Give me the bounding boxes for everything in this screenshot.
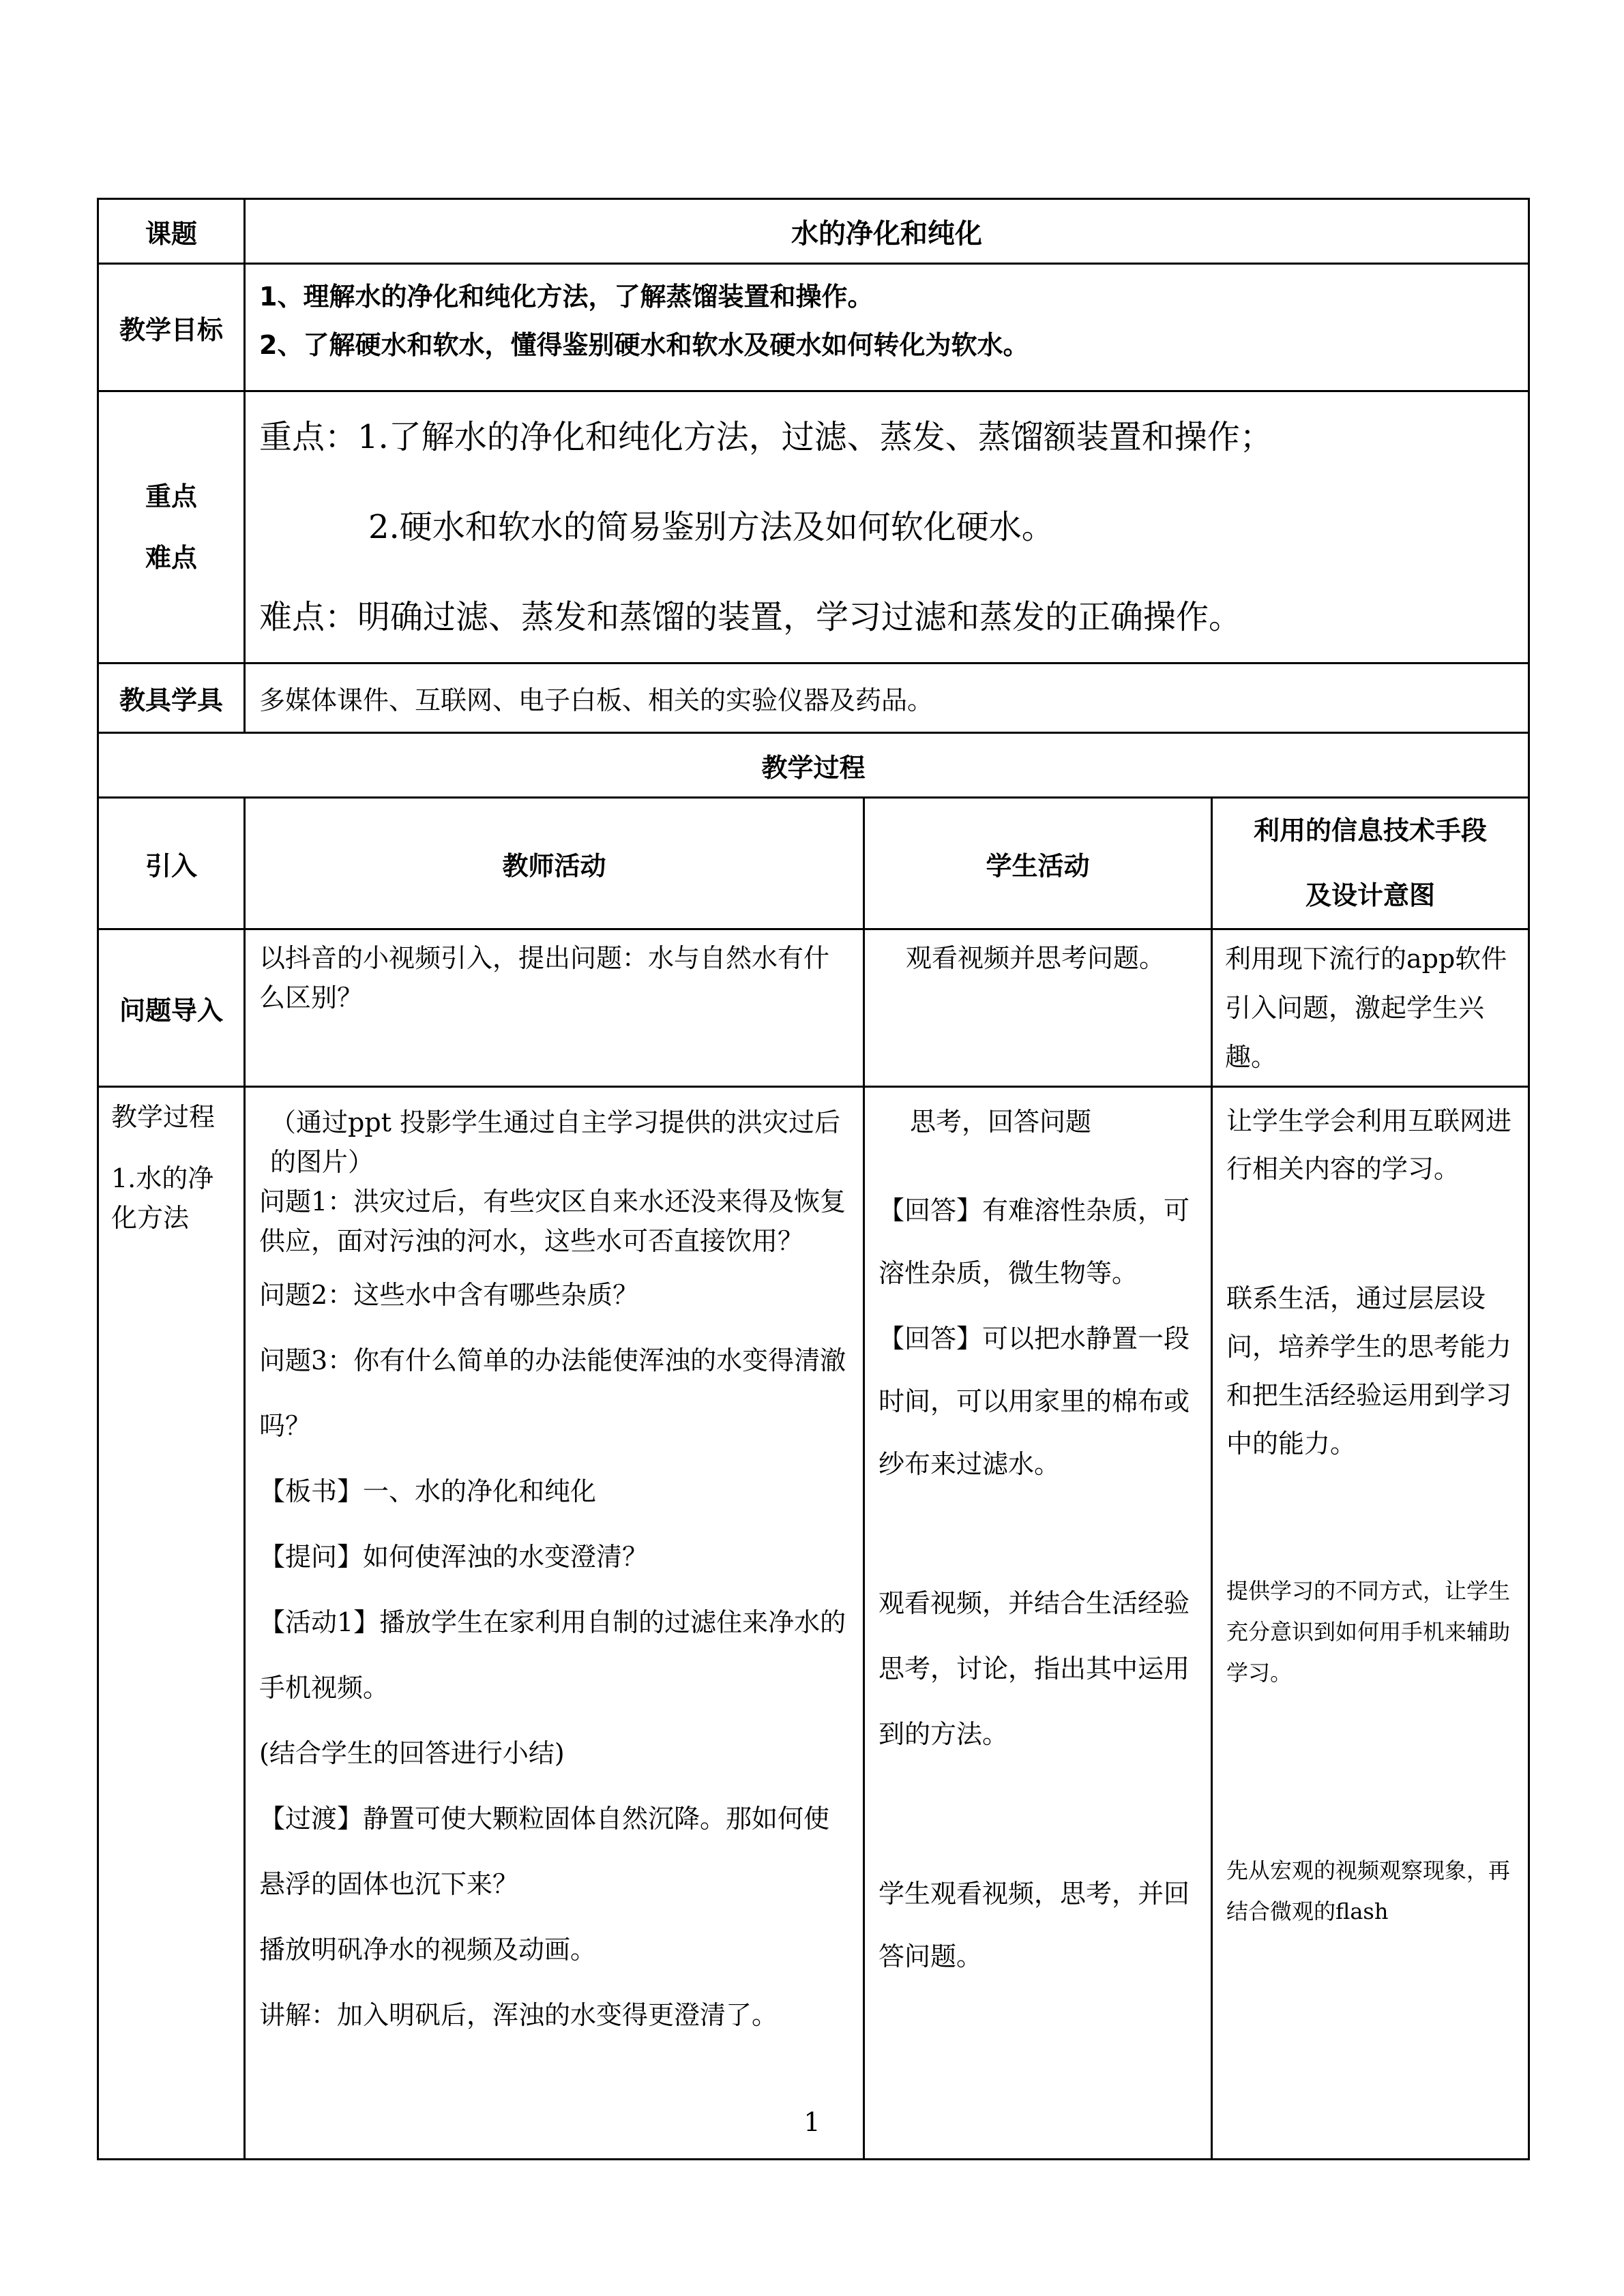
student-line-3: 【回答】可以把水静置一段时间，可以用家里的棉布或纱布来过滤水。 [879, 1324, 1190, 1479]
intro-row [98, 929, 1529, 1087]
teacher-line-11: 讲解：加入明矾后，浑浊的水变得更澄清了。 [259, 2000, 778, 2030]
teacher-line-5: 【板书】一、水的净化和纯化 [259, 1476, 597, 1506]
tools-row [98, 664, 1529, 733]
student-spacer-1 [879, 1146, 1197, 1179]
col-intro: 引入 [98, 798, 245, 929]
key-label: 重点 [145, 481, 197, 511]
lesson-plan-table [97, 198, 1530, 2160]
tools-label: 教具学具 [98, 664, 245, 733]
key-points-label [98, 391, 245, 664]
student-line-2: 【回答】有难溶性杂质，可溶性杂质，微生物等。 [879, 1195, 1190, 1288]
col-teacher: 教师活动 [245, 798, 864, 929]
topic-title: 水的净化和纯化 [245, 199, 1529, 264]
col-student: 学生活动 [864, 798, 1212, 929]
page-number: 1 [803, 2107, 821, 2137]
objective-1: 1、理解水的净化和纯化方法，了解蒸馏装置和操作。 [259, 282, 874, 312]
teacher-line-2: 问题1：洪灾过后，有些灾区自来水还没来得及恢复供应，面对污浊的河水，这些水可否直接饮用？ [259, 1187, 846, 1256]
student-line-4: 观看视频，并结合生活经验思考，讨论，指出其中运用到的方法。 [879, 1588, 1190, 1749]
teacher-line-9: 【过渡】静置可使大颗粒固体自然沉降。那如何使悬浮的固体也沉下来？ [259, 1804, 830, 1899]
student-spacer-3 [879, 1767, 1197, 1862]
student-spacer-2 [879, 1495, 1197, 1570]
teacher-line-3: 问题2：这些水中含有哪些杂质？ [259, 1280, 639, 1310]
intro-student: 观看视频并思考问题。 [864, 929, 1212, 1087]
student-line-5: 学生观看视频，思考，并回答问题。 [879, 1879, 1190, 1971]
key-points-row [98, 391, 1529, 664]
it-line-3: 提供学习的不同方式，让学生充分意识到如何用手机来辅助学习。 [1226, 1578, 1511, 1686]
key-points-cell [245, 391, 1529, 664]
key-point-2: 2.硬水和软水的简易鉴别方法及如何软化硬水。 [368, 508, 1054, 546]
teacher-line-7: 【活动1】播放学生在家利用自制的过滤住来净水的手机视频。 [259, 1607, 846, 1703]
tools-text: 多媒体课件、互联网、电子白板、相关的实验仪器及药品。 [245, 664, 1529, 733]
it-line-4: 先从宏观的视频观察现象，再结合微观的flash [1226, 1858, 1511, 1924]
difficulty-point: 难点：明确过滤、蒸发和蒸馏的装置，学习过滤和蒸发的正确操作。 [259, 598, 1242, 636]
it-spacer-3 [1226, 1693, 1514, 1850]
process-title: 教学过程 [98, 733, 1529, 798]
intro-teacher: 以抖音的小视频引入，提出问题：水与自然水有什么区别？ [245, 929, 864, 1087]
teacher-line-8: (结合学生的回答进行小结) [259, 1738, 565, 1768]
teacher-line-1: （通过ppt 投影学生通过自主学习提供的洪灾过后的图片） [270, 1107, 841, 1177]
it-line-2: 联系生活，通过层层设问，培养学生的思考能力和把生活经验运用到学习中的能力。 [1226, 1283, 1512, 1459]
main-label-2: 1.水的净化方法 [111, 1163, 214, 1233]
topic-row [98, 199, 1529, 264]
teacher-line-10: 播放明矾净水的视频及动画。 [259, 1935, 597, 1965]
teacher-line-4: 问题3：你有什么简单的办法能使浑浊的水变得清澈吗？ [259, 1345, 846, 1441]
objectives-row [98, 264, 1529, 391]
main-label-1: 教学过程 [111, 1102, 216, 1132]
col-it [1212, 798, 1529, 929]
key-point-1: 重点：1.了解水的净化和纯化方法，过滤、蒸发、蒸馏额装置和操作； [259, 418, 1273, 456]
difficulty-label: 难点 [145, 543, 197, 573]
process-title-row [98, 733, 1529, 798]
main-teacher-cell [245, 1087, 864, 2160]
topic-label: 课题 [98, 199, 245, 264]
main-student-cell [864, 1087, 1212, 2160]
process-header-row [98, 798, 1529, 929]
objectives-label: 教学目标 [98, 264, 245, 391]
it-line-1: 让学生学会利用互联网进行相关内容的学习。 [1226, 1106, 1512, 1184]
objective-2: 2、了解硬水和软水，懂得鉴别硬水和软水及硬水如何转化为软水。 [259, 330, 1029, 360]
teacher-line-6: 【提问】如何使浑浊的水变澄清？ [259, 1542, 649, 1572]
main-label-cell [98, 1087, 245, 2160]
it-spacer-2 [1226, 1468, 1514, 1570]
intro-it: 利用现下流行的app软件引入问题，激起学生兴趣。 [1212, 929, 1529, 1087]
intro-label: 问题导入 [98, 929, 245, 1087]
objectives-cell [245, 264, 1529, 391]
col-it-line-2: 及设计意图 [1305, 880, 1436, 910]
it-spacer-1 [1226, 1193, 1514, 1274]
col-it-line-1: 利用的信息技术手段 [1254, 816, 1488, 846]
main-process-row [98, 1087, 1529, 2160]
main-it-cell [1212, 1087, 1529, 2160]
student-line-1: 思考，回答问题 [910, 1107, 1092, 1137]
